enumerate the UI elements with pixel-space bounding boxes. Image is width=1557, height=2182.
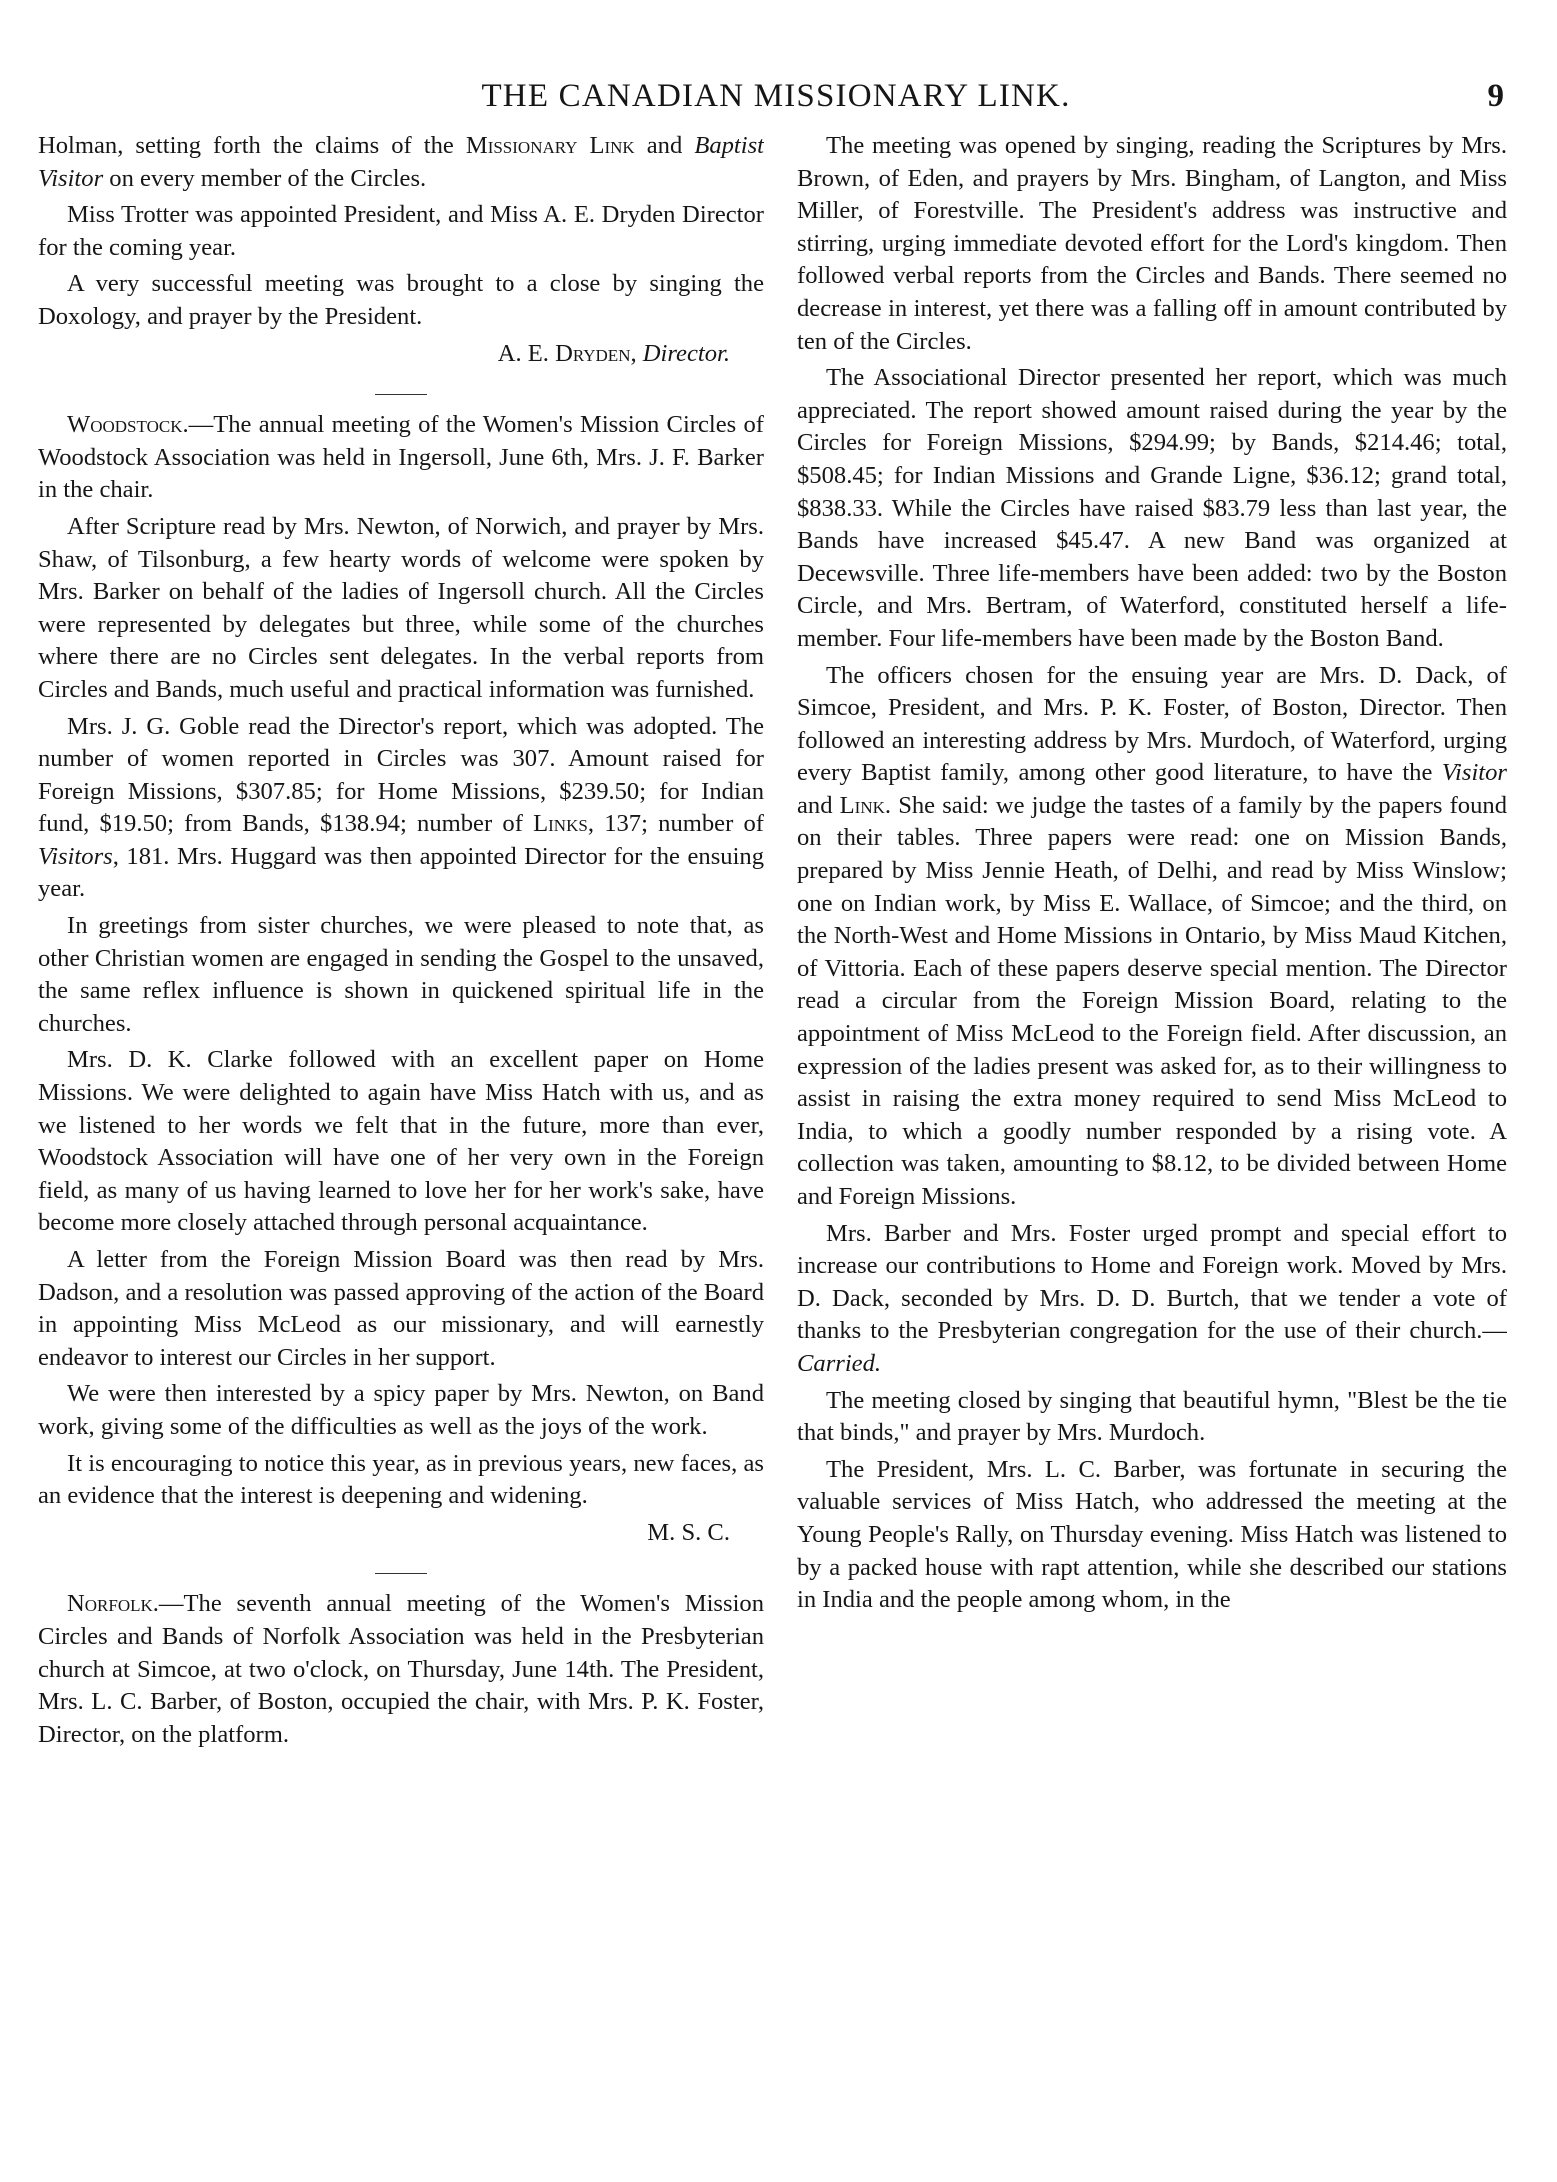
text: —The annual meeting of the Women's Mission Circles of Woodstock Association was held in Ingersoll, June 6th, Mrs. J. F. Barker in the chair.	[38, 411, 764, 504]
page-header	[40, 78, 1512, 118]
link-publication-name: Link	[839, 791, 885, 819]
text: , 137; number of	[587, 810, 764, 838]
signature-name: A. E. Dryden,	[497, 339, 637, 367]
paragraph: Miss Trotter was appointed President, and Miss A. E. Dryden Director for the coming year.	[38, 201, 764, 261]
paragraph: It is encouraging to notice this year, as in previous years, new faces, as an evidence that the interest is deepening and widening.	[38, 1449, 764, 1510]
text: , 181. Mrs. Huggard was then appointed Director for the ensuing year.	[38, 842, 764, 903]
visitors-count-label: Visitors	[38, 842, 113, 870]
section-divider	[375, 1573, 427, 1574]
section-heading: Norfolk.	[67, 1590, 159, 1618]
paragraph	[38, 130, 764, 195]
section-divider	[375, 394, 427, 395]
paragraph: After Scripture read by Mrs. Newton, of Norwich, and prayer by Mrs. Shaw, of Tilsonburg, a few hearty words of welcome were spoken by Mrs. Barker on behalf of the ladies of Ingersoll church. All the Circles were represented by delegates but three, while some of the churches where there are no Circles sent delegates. In the verbal reports from Circles and Bands, much useful and practical information was furnished.	[38, 512, 764, 703]
text: and	[797, 791, 840, 819]
paragraph	[797, 1218, 1507, 1381]
paragraph: The meeting was opened by singing, reading the Scriptures by Mrs. Brown, of Eden, and prayers by Mrs. Bingham, of Langton, and Miss Miller, of Forestville. The President's address was instructive and stirring, urging immediate devoted effort for the Lord's kingdom. Then followed verbal reports from the Circles and Bands. There seemed no decrease in interest, yet there was a falling off in amount contributed by ten of the Circles.	[797, 132, 1507, 355]
signature-role: Director.	[642, 339, 730, 367]
paragraph: We were then interested by a spicy paper by Mrs. Newton, on Band work, giving some of the difficulties as well as the joys of the work.	[38, 1380, 764, 1440]
paragraph: Mrs. D. K. Clarke followed with an excellent paper on Home Missions. We were delighted to again have Miss Hatch with us, and as we listened to her words we felt that in the future, more than ever, Woodstock Association will have one of her very own in the Foreign field, as many of us having learned to love her for her work's sake, have become more closely attached through personal acquaintance.	[38, 1046, 764, 1237]
left-column	[38, 130, 764, 2140]
text: . She said: we judge the tastes of a family by the papers found on their tables. Three papers were read: one on Mission Bands, prepared by Miss Jennie Heath, of Delhi, and read by Miss Winslow; one on Indian work, by Miss E. Wallace, of Simcoe; and the third, on the North-West and Home Missions in Ontario, by Miss Maud Kitchen, of Vittoria. Each of these papers deserve special mention. The Director read a circular from the Foreign Mission Board, relating to the appointment of Miss McLeod to the Foreign field. After discussion, an expression of the ladies present was asked for, as to their willingness to assist in raising the extra money required to send Miss McLeod to India, to which a goodly number responded by a rising vote. A collection was taken, amounting to $8.12, to be divided between Home and Foreign Missions.	[797, 791, 1507, 1210]
paragraph	[38, 409, 764, 507]
section-heading: Woodstock.	[67, 411, 189, 439]
signature: M. S. C.	[647, 1518, 730, 1546]
paragraph	[38, 1588, 764, 1751]
page-number: 9	[1487, 78, 1504, 114]
paragraph: The President, Mrs. L. C. Barber, was fortunate in securing the valuable services of Miss Hatch, who addressed the meeting at the Young People's Rally, on Thursday evening. Miss Hatch was listened to by a packed house with rapt attention, while she described our stations in India and the people among whom, in the	[797, 1455, 1507, 1614]
paragraph	[797, 660, 1507, 1214]
text: on every member of the Circles.	[103, 164, 427, 192]
visitor-publication-name: Visitor	[1441, 759, 1507, 787]
paragraph	[38, 711, 764, 907]
visitor-publication-name: Baptist Visitor	[38, 132, 764, 192]
text: Holman, setting forth the claims of the	[38, 132, 466, 159]
paragraph: A very successful meeting was brought to a close by singing the Doxology, and prayer by the President.	[38, 270, 764, 330]
links-count-label: Links	[533, 810, 588, 838]
paragraph: In greetings from sister churches, we were pleased to note that, as other Christian women are engaged in sending the Gospel to the unsaved, the same reflex influence is shown in quickened spiritual life in the churches.	[38, 912, 764, 1037]
carried-label: Carried.	[797, 1349, 882, 1377]
publication-title: THE CANADIAN MISSIONARY LINK.	[481, 78, 1071, 114]
text: —The seventh annual meeting of the Women's Mission Circles and Bands of Norfolk Association was held in the Presbyterian church at Simcoe, at two o'clock, on Thursday, June 14th. The President, Mrs. L. C. Barber, of Boston, occupied the chair, with Mrs. P. K. Foster, Director, on the platform.	[38, 1590, 764, 1748]
text: The officers chosen for the ensuing year are Mrs. D. Dack, of Simcoe, President, and Mrs. P. K. Foster, of Boston, Director. Then followed an interesting address by Mrs. Murdoch, of Waterford, urging every Baptist family, among other good literature, to have the	[797, 661, 1507, 787]
paragraph: A letter from the Foreign Mission Board was then read by Mrs. Dadson, and a resolution was passed approving of the action of the Board in appointing Miss McLeod as our missionary, and will earnestly endeavor to interest our Circles in her support.	[38, 1246, 764, 1371]
link-publication-name: Missionary Link	[465, 132, 635, 159]
text: Mrs. Barber and Mrs. Foster urged prompt and special effort to increase our contributions to Home and Foreign work. Moved by Mrs. D. Dack, seconded by Mrs. D. D. Burtch, that we tender a vote of thanks to the Presbyterian congregation for the use of their church.—	[797, 1219, 1507, 1345]
right-column	[797, 130, 1507, 2140]
signature	[38, 338, 764, 371]
text: Mrs. J. G. Goble read the Director's report, which was adopted. The number of women reported in Circles was 307. Amount raised for Foreign Missions, $307.85; for Home Missions, $239.50; for Indian fund, $19.50; from Bands, $138.94; number of	[38, 712, 764, 838]
paragraph: The Associational Director presented her report, which was much appreciated. The report showed amount raised during the year by the Circles for Foreign Missions, $294.99; by Bands, $214.46; total, $508.45; for Indian Missions and Grande Ligne, $36.12; grand total, $838.33. While the Circles have raised $83.79 less than last year, the Bands have increased $45.47. A new Band was organized at Decewsville. Three life-members have been added: two by the Boston Circle, and Mrs. Bertram, of Waterford, constituted herself a life-member. Four life-members have been made by the Boston Band.	[797, 364, 1507, 652]
paragraph: The meeting closed by singing that beautiful hymn, "Blest be the tie that binds," and prayer by Mrs. Murdoch.	[797, 1386, 1507, 1447]
text: and	[634, 132, 695, 159]
